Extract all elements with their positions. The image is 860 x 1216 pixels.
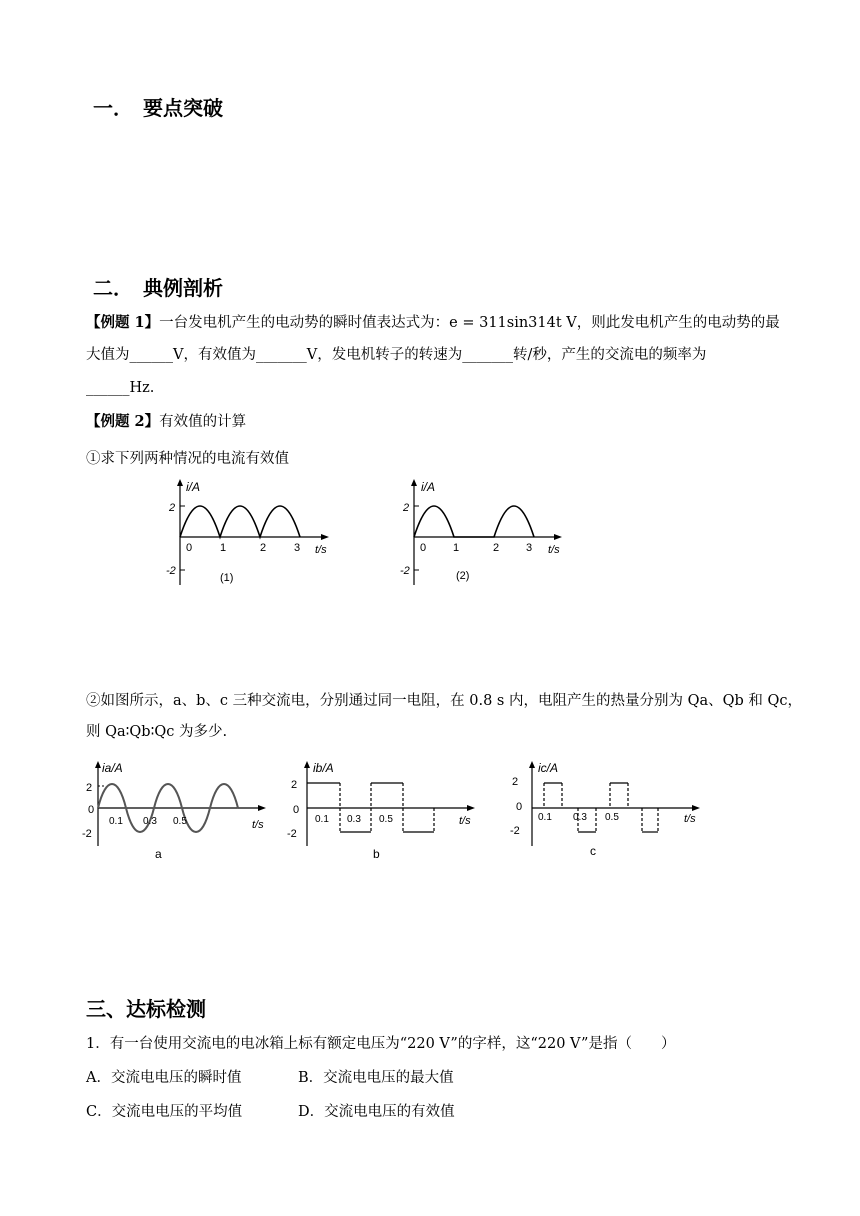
graph-a-ylabel: ia/A [102, 761, 123, 775]
section2-title: 二． 典例剖析 [93, 276, 223, 300]
graph-a-xt-1: 0.1 [109, 816, 123, 827]
graph-b-square [283, 758, 483, 868]
graph2-caption: (2) [456, 570, 470, 582]
graph-b-yt-0: 0 [293, 804, 300, 816]
graph-b-ylabel: ib/A [313, 761, 334, 775]
graph2-xt-2: 2 [493, 542, 500, 554]
graph1-xt-2: 2 [260, 542, 267, 554]
graph1-x-arrow [321, 534, 329, 540]
graph-a-xlabel: t/s [252, 819, 264, 831]
graph1-xt-3: 3 [294, 542, 301, 554]
graph-b-yt-m2: -2 [287, 828, 297, 840]
graph-b-x-arrow [467, 805, 475, 811]
graph-b-xt-3: 0.3 [347, 814, 361, 825]
example2-tag: 【例题 2】 [86, 413, 160, 430]
graph1-yt-m2: -2 [166, 565, 176, 577]
graph-b-yt-2: 2 [291, 779, 298, 791]
example2-q2-line2: 则 Qa∶Qb∶Qc 为多少. [86, 724, 228, 740]
graph2-curve [414, 506, 534, 537]
graph-a-yt-0: 0 [88, 804, 95, 816]
graph-a-sine [80, 758, 270, 868]
graph-c-xt-3: 0.3 [573, 812, 587, 823]
graph1-xlabel: t/s [315, 544, 327, 556]
graph-c-caption: c [590, 844, 596, 858]
graph-c-yt-0: 0 [516, 801, 523, 813]
graph1-curve [180, 506, 300, 537]
section3-q1: 1．有一台使用交流电的电冰箱上标有额定电压为“220 V”的字样，这“220 V”是指（ ） [86, 1036, 676, 1052]
section3-title: 三、达标检测 [86, 997, 206, 1021]
graph-c-x-arrow [692, 805, 700, 811]
graph-full-wave [163, 475, 338, 590]
graph2-yt-2: 2 [403, 502, 410, 514]
example2-q2-line1: ②如图所示，a、b、c 三种交流电，分别通过同一电阻，在 0.8 s 内，电阻产生的热量分别为 Qa、Qb 和 Qc， [86, 693, 803, 709]
graph2-xt-3: 3 [526, 542, 533, 554]
graph2-xt-0: 0 [420, 542, 427, 554]
graph1-y-arrow [177, 479, 183, 486]
graph2-y-arrow [411, 479, 417, 486]
graph1-xt-0: 0 [186, 542, 193, 554]
graph1-yt-2: 2 [169, 502, 176, 514]
graph-a-xt-3: 0.3 [143, 816, 157, 827]
example1-line2: 大值为______V，有效值为_______V，发电机转子的转速为_______转/秒，产生的交流电的频率为 [86, 347, 707, 363]
graph-c-yt-m2: -2 [510, 825, 520, 837]
example1-tag: 【例题 1】 [86, 314, 160, 331]
graph-c-pulse [508, 758, 708, 868]
graph-c-y-arrow [529, 761, 535, 768]
graph2-xt-1: 1 [453, 542, 460, 554]
graph-c-yt-2: 2 [512, 776, 519, 788]
graph-b-xlabel: t/s [459, 815, 471, 827]
example2-heading [86, 405, 246, 439]
graph-c-xlabel: t/s [684, 813, 696, 825]
graph-c-ylabel: ic/A [538, 761, 559, 775]
example1-line3: ______Hz. [86, 380, 155, 396]
graph-a-caption: a [155, 847, 162, 861]
graph-a-yt-m2: -2 [82, 828, 92, 840]
example1-text1: 一台发电机产生的电动势的瞬时值表达式为：e = 311sin314t V，则此发电机产生的电动势的最 [159, 315, 780, 331]
graph1-xt-1: 1 [220, 542, 227, 554]
graph-b-xt-1: 0.1 [315, 814, 329, 825]
graph2-ylabel: i/A [421, 480, 436, 494]
graph-b-caption: b [373, 847, 380, 861]
graph2-yt-m2: -2 [400, 565, 410, 577]
graph-a-y-arrow [95, 761, 101, 768]
graph-a-x-arrow [258, 805, 266, 811]
option-b: B．交流电电压的最大值 [298, 1070, 454, 1086]
section1-title: 一． 要点突破 [93, 96, 223, 120]
example1-line1 [86, 306, 780, 340]
graph-c-xt-1: 0.1 [538, 812, 552, 823]
graph-half-wave [396, 475, 571, 590]
option-a: A．交流电电压的瞬时值 [86, 1070, 242, 1086]
option-c: C．交流电电压的平均值 [86, 1104, 243, 1120]
example2-title: 有效值的计算 [159, 414, 247, 430]
graph1-caption: (1) [220, 572, 234, 584]
graph-b-y-arrow [304, 761, 310, 768]
example2-q1: ①求下列两种情况的电流有效值 [86, 451, 289, 467]
graph-a-xt-5: 0.5 [173, 816, 187, 827]
graph2-x-arrow [554, 534, 562, 540]
graph-a-yt-2: 2 [86, 782, 93, 794]
graph-c-xt-5: 0.5 [605, 812, 619, 823]
graph2-xlabel: t/s [548, 544, 560, 556]
option-d: D．交流电电压的有效值 [298, 1104, 455, 1120]
graph-b-xt-5: 0.5 [379, 814, 393, 825]
graph1-ylabel: i/A [186, 480, 201, 494]
